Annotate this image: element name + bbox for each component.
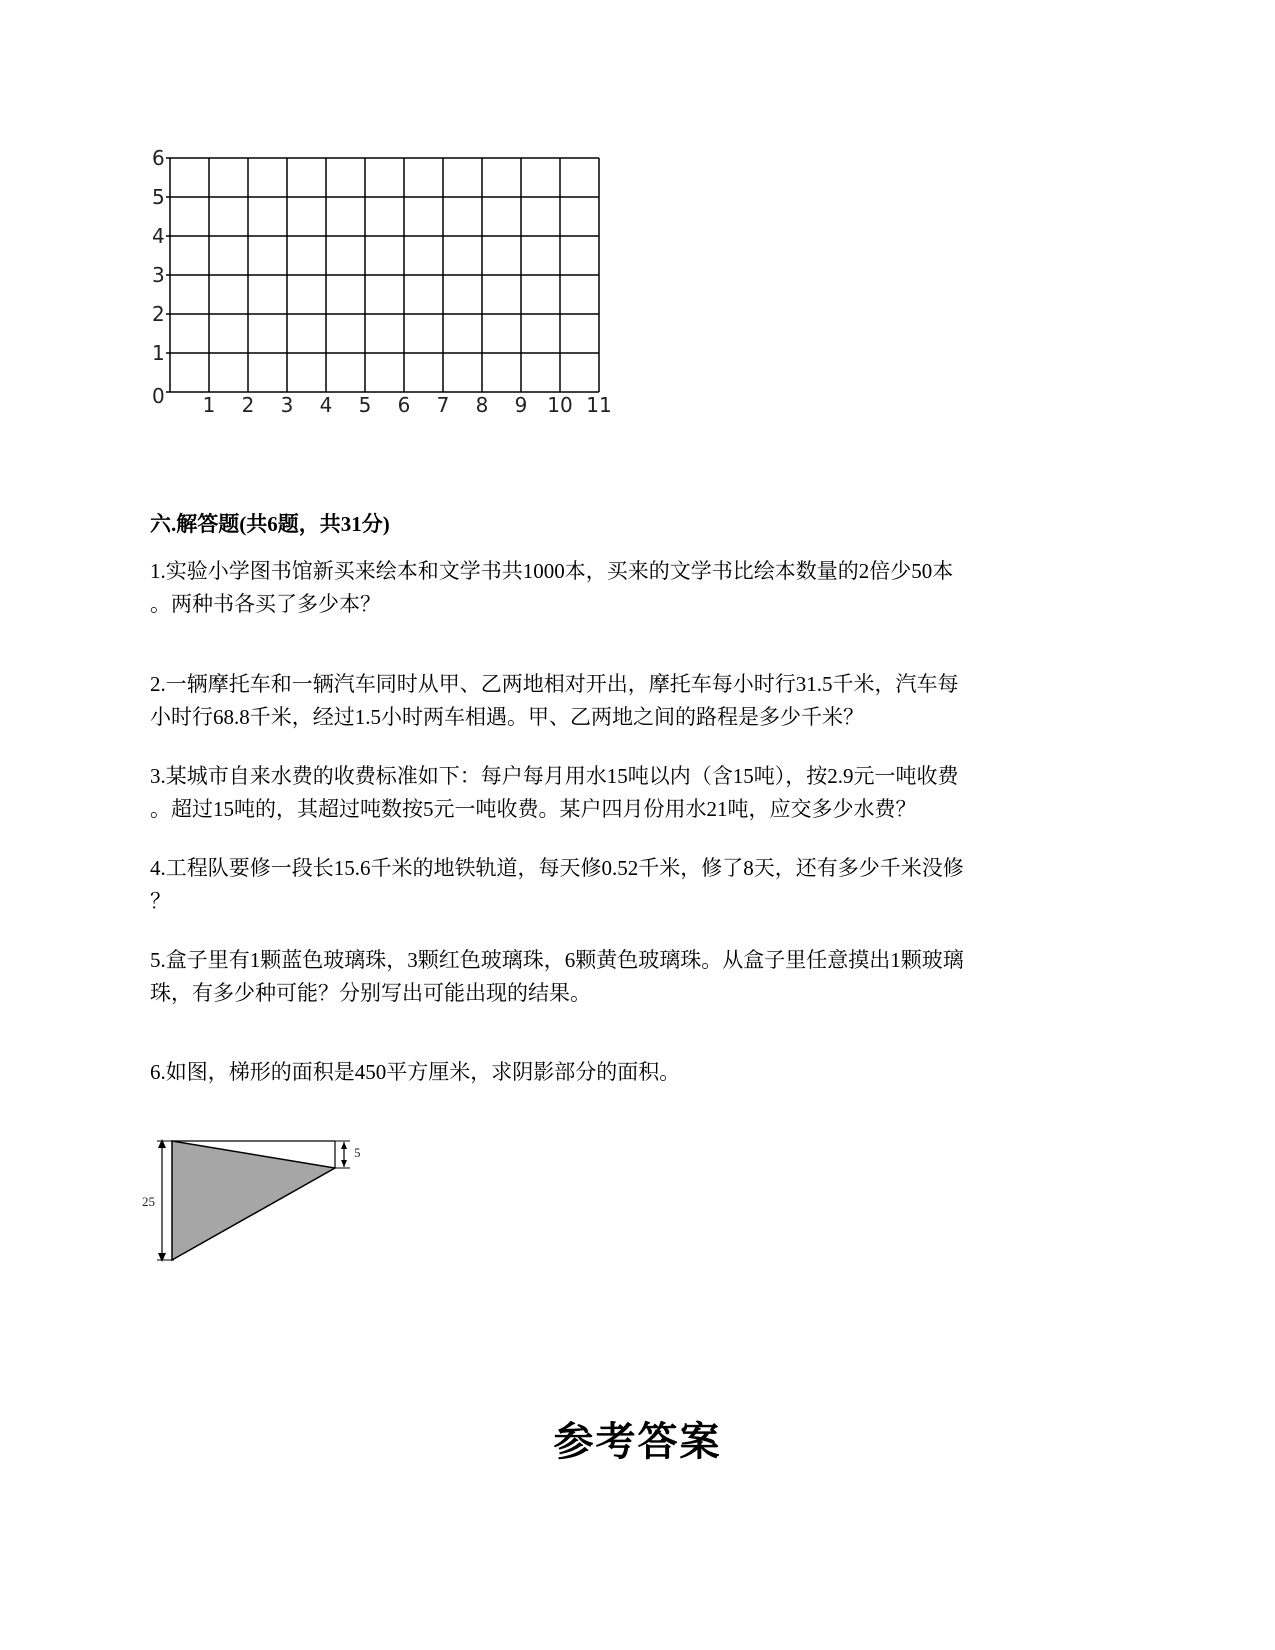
trapezoid-figure xyxy=(140,1128,380,1278)
grid-x-label: 10 xyxy=(547,393,573,417)
grid-x-label: 5 xyxy=(358,393,372,417)
question-4 xyxy=(150,852,1130,918)
question-4-line-1: 4.工程队要修一段长15.6千米的地铁轨道，每天修0.52千米，修了8天，还有多少千米没修 xyxy=(150,856,964,880)
question-6 xyxy=(150,1056,1130,1089)
grid-x-label: 6 xyxy=(397,393,411,417)
grid-y-label: 6 xyxy=(152,146,165,170)
grid-y-label: 5 xyxy=(152,185,165,209)
grid-y-label: 0 xyxy=(152,384,165,408)
left-arrow-up xyxy=(158,1139,166,1148)
grid-x-axis-labels xyxy=(203,393,612,417)
grid-x-label: 9 xyxy=(514,393,528,417)
question-3-line-2: 。超过15吨的，其超过吨数按5元一吨收费。某户四月份用水21吨，应交多少水费？ xyxy=(150,797,917,821)
question-1-line-2: 。两种书各买了多少本？ xyxy=(150,592,381,616)
grid-x-label: 3 xyxy=(280,393,294,417)
question-2-line-1: 2.一辆摩托车和一辆汽车同时从甲、乙两地相对开出，摩托车每小时行31.5千米，汽车每 xyxy=(150,672,959,696)
coordinate-grid-figure xyxy=(140,140,640,430)
question-1 xyxy=(150,555,1130,621)
question-2 xyxy=(150,668,1130,734)
question-5-line-2: 珠，有多少种可能？分别写出可能出现的结果。 xyxy=(150,981,591,1005)
grid-x-label: 1 xyxy=(202,393,216,417)
grid-y-label: 1 xyxy=(152,341,165,365)
grid-lines xyxy=(166,158,599,392)
grid-y-label: 2 xyxy=(152,302,165,326)
left-arrow-down xyxy=(158,1253,166,1262)
question-3 xyxy=(150,760,1130,826)
shaded-triangle xyxy=(172,1141,335,1260)
grid-y-label: 3 xyxy=(152,263,165,287)
question-3-line-1: 3.某城市自来水费的收费标准如下：每户每月用水15吨以内（含15吨），按2.9元一吨收费 xyxy=(150,764,959,788)
grid-x-label: 7 xyxy=(436,393,450,417)
grid-x-label: 2 xyxy=(241,393,255,417)
answer-title: 参考答案 xyxy=(553,1419,722,1464)
question-4-line-2: ？ xyxy=(150,889,171,913)
question-5 xyxy=(150,944,1130,1010)
grid-y-label: 4 xyxy=(152,224,165,248)
section-heading: 六.解答题(共6题，共31分) xyxy=(150,512,390,536)
right-dimension-label: 5 xyxy=(354,1145,361,1160)
grid-x-label: 8 xyxy=(475,393,489,417)
grid-y-axis-labels xyxy=(152,146,165,408)
question-1-line-1: 1.实验小学图书馆新买来绘本和文学书共1000本，买来的文学书比绘本数量的2倍少50本 xyxy=(150,559,954,583)
question-5-line-1: 5.盒子里有1颗蓝色玻璃珠，3颗红色玻璃珠，6颗黄色玻璃珠。从盒子里任意摸出1颗玻璃 xyxy=(150,948,964,972)
grid-x-label: 11 xyxy=(586,393,612,417)
left-dimension-label: 25 xyxy=(142,1194,155,1209)
question-2-line-2: 小时行68.8千米，经过1.5小时两车相遇。甲、乙两地之间的路程是多少千米？ xyxy=(150,705,864,729)
right-arrow-down xyxy=(341,1160,347,1167)
right-arrow-up xyxy=(341,1142,347,1149)
question-6-line-1: 6.如图，梯形的面积是450平方厘米，求阴影部分的面积。 xyxy=(150,1060,681,1084)
grid-x-label: 4 xyxy=(319,393,333,417)
